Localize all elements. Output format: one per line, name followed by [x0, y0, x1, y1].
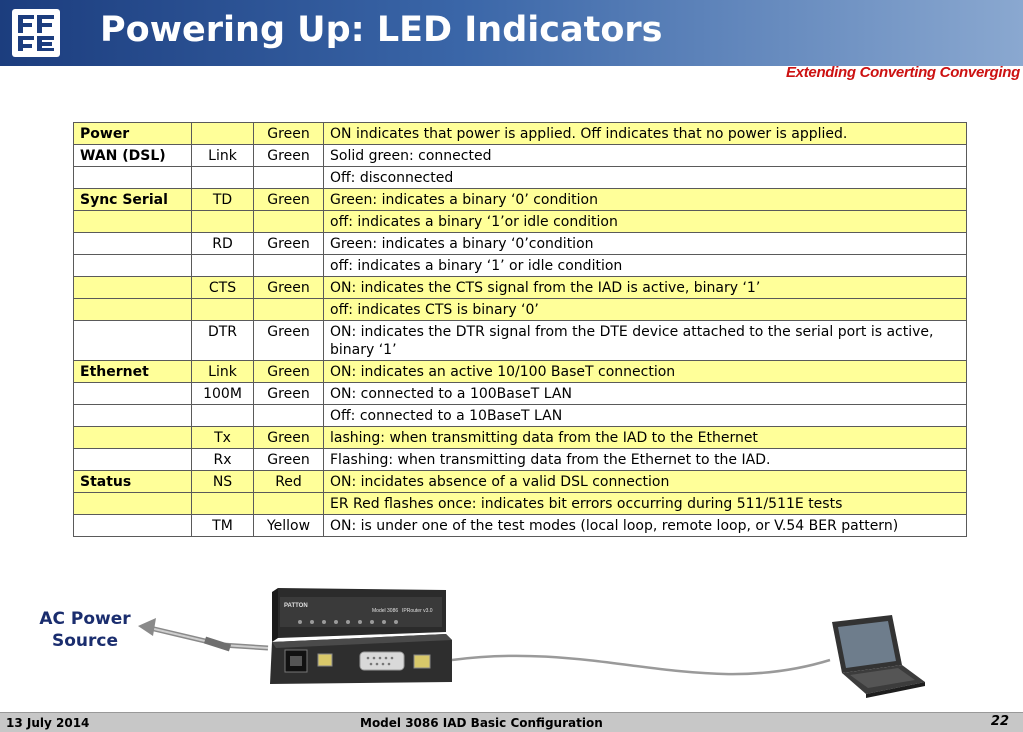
cell-description: off: indicates a binary ‘1’ or idle condition	[324, 255, 967, 277]
cell-color: Green	[254, 361, 324, 383]
cell-description: ON: is under one of the test modes (local loop, remote loop, or V.54 BER pattern)	[324, 515, 967, 537]
cell-led: Rx	[192, 449, 254, 471]
cell-color: Yellow	[254, 515, 324, 537]
cell-led: DTR	[192, 321, 254, 361]
arrow-icon	[138, 618, 156, 636]
cell-led: Link	[192, 361, 254, 383]
ac-power-source-label	[30, 608, 140, 652]
cell-group: Sync Serial	[74, 189, 192, 211]
cell-description: Off: disconnected	[324, 167, 967, 189]
cell-description: Solid green: connected	[324, 145, 967, 167]
cell-led: Link	[192, 145, 254, 167]
cell-description: off: indicates a binary ‘1’or idle condition	[324, 211, 967, 233]
cell-group: Ethernet	[74, 361, 192, 383]
cell-description: Green: indicates a binary ‘0’condition	[324, 233, 967, 255]
footer-date: 13 July 2014	[6, 716, 90, 730]
cell-description: off: indicates CTS is binary ‘0’	[324, 299, 967, 321]
cell-color: Green	[254, 189, 324, 211]
cell-group: WAN (DSL)	[74, 145, 192, 167]
power-cable	[150, 628, 268, 648]
cell-color: Green	[254, 145, 324, 167]
device-brand: PATTON	[284, 603, 308, 609]
cell-group: Status	[74, 471, 192, 493]
ethernet-cable	[452, 656, 830, 674]
cell-led: NS	[192, 471, 254, 493]
footer-bar	[0, 712, 1023, 732]
cell-description: lashing: when transmitting data from the IAD to the Ethernet	[324, 427, 967, 449]
cell-color: Green	[254, 233, 324, 255]
cell-color: Green	[254, 123, 324, 145]
device-name: IPRouter v3.0	[402, 608, 433, 614]
cell-description: ON: indicates the DTR signal from the DTE device attached to the serial port is active, binary ‘1’	[324, 321, 967, 361]
cell-description: Green: indicates a binary ‘0’ condition	[324, 189, 967, 211]
cell-group: Power	[74, 123, 192, 145]
cell-color: Green	[254, 321, 324, 361]
page-title: Powering Up: LED Indicators	[100, 10, 663, 50]
cell-color: Green	[254, 449, 324, 471]
footer-title: Model 3086 IAD Basic Configuration	[360, 716, 603, 730]
cell-led: CTS	[192, 277, 254, 299]
cell-color: Green	[254, 427, 324, 449]
tagline: Extending Converting Converging	[785, 64, 1020, 81]
device-model: Model 3086	[372, 608, 399, 614]
cell-description: ON indicates that power is applied. Off indicates that no power is applied.	[324, 123, 967, 145]
cell-description: Off: connected to a 10BaseT LAN	[324, 405, 967, 427]
cell-color: Red	[254, 471, 324, 493]
cell-description: ON: connected to a 100BaseT LAN	[324, 383, 967, 405]
cell-description: ON: indicates an active 10/100 BaseT connection	[324, 361, 967, 383]
cell-description: ON: incidates absence of a valid DSL connection	[324, 471, 967, 493]
cell-color: Green	[254, 383, 324, 405]
cell-description: ER Red flashes once: indicates bit errors occurring during 511/511E tests	[324, 493, 967, 515]
laptop-icon	[832, 615, 925, 698]
cell-led: RD	[192, 233, 254, 255]
cell-description: Flashing: when transmitting data from the Ethernet to the IAD.	[324, 449, 967, 471]
power-label-line2: Source	[51, 631, 119, 651]
cell-led: 100M	[192, 383, 254, 405]
page-number: 22	[990, 714, 1009, 729]
cell-description: ON: indicates the CTS signal from the IAD is active, binary ‘1’	[324, 277, 967, 299]
iad-device	[270, 588, 452, 684]
cell-led: TD	[192, 189, 254, 211]
cell-color: Green	[254, 277, 324, 299]
cell-led: TM	[192, 515, 254, 537]
power-label-line1: AC Power	[39, 609, 131, 629]
cell-led: Tx	[192, 427, 254, 449]
